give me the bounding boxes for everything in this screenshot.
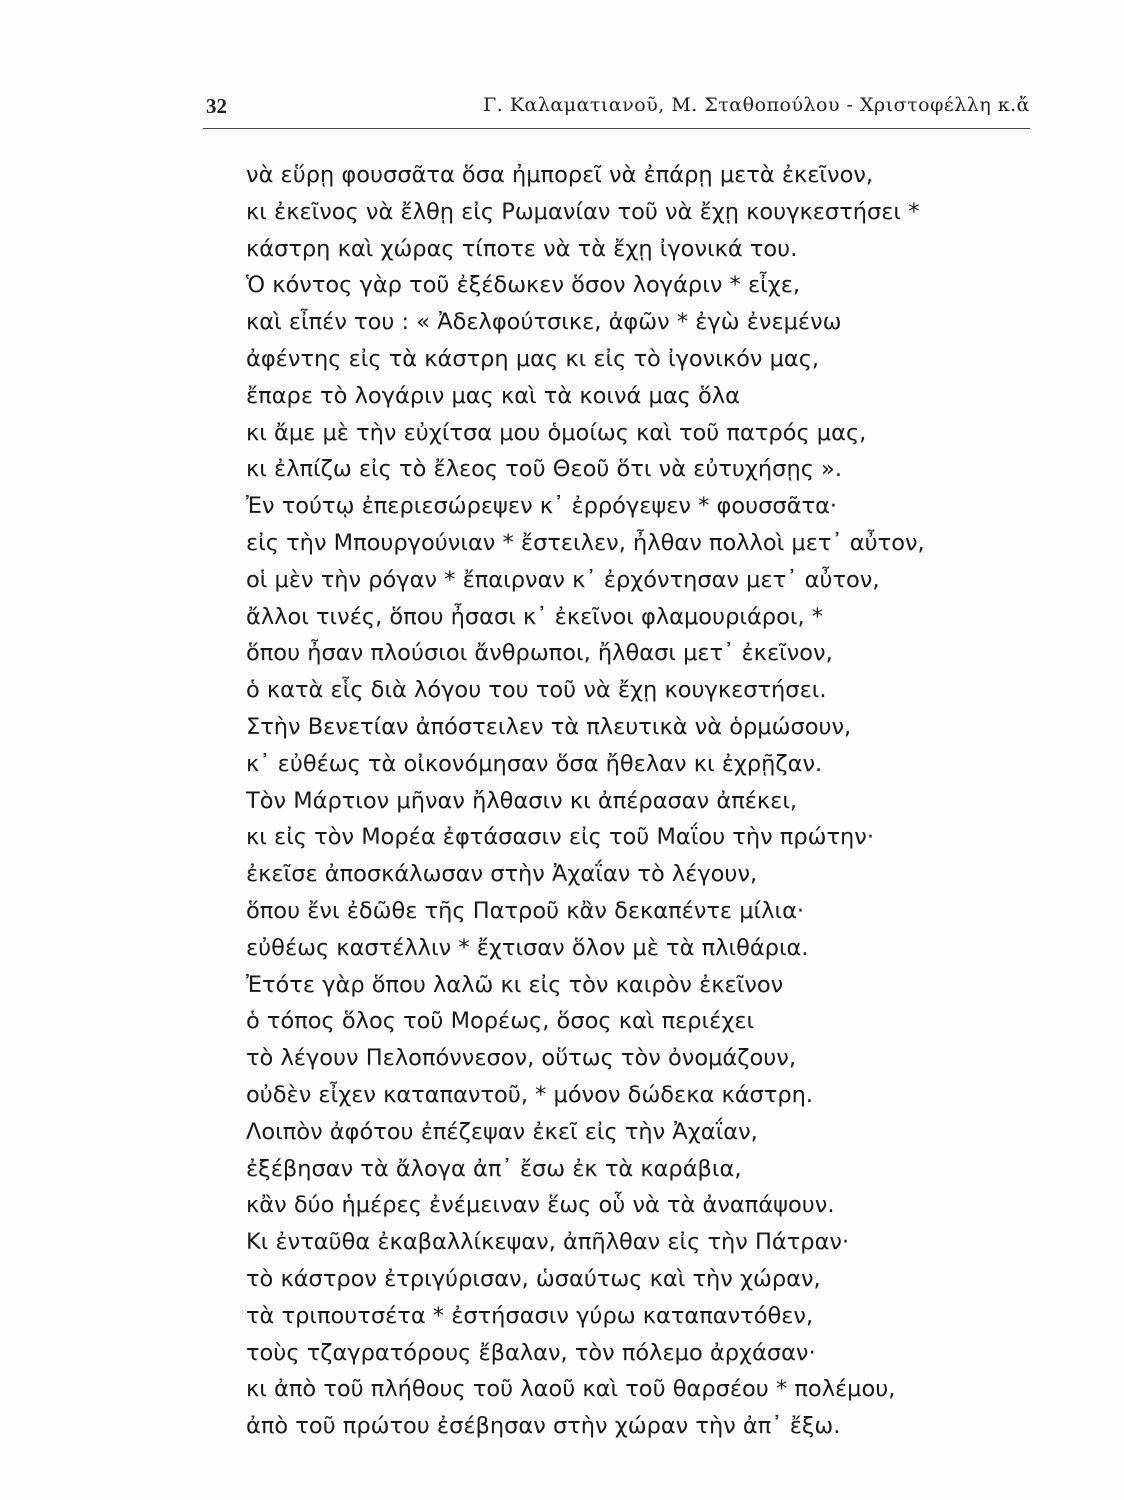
verse-line: κάστρη καὶ χώρας τίποτε νὰ τὰ ἔχῃ ἰγονικά του.	[246, 235, 798, 262]
verse-line: ὁ κατὰ εἷς διὰ λόγου του τοῦ νὰ ἔχῃ κουγκεστήσει.	[246, 677, 827, 704]
verse-line: νὰ εὕρῃ φουσσᾶτα ὅσα ἠμπορεῖ νὰ ἐπάρῃ μετὰ ἐκεῖνον,	[246, 162, 874, 188]
verse-line: ὅπου ἔνι ἐδῶθε τῆς Πατροῦ κἂν δεκαπέντε μίλια·	[246, 897, 805, 924]
verse-line: ὁ τόπος ὅλος τοῦ Μορέως, ὅσος καὶ περιέχει	[246, 1008, 755, 1035]
verse-line: ἔπαρε τὸ λογάριν μας καὶ τὰ κοινά μας ὅλα	[246, 382, 740, 409]
verse-line: τὸ κάστρον ἐτριγύρισαν, ὡσαύτως καὶ τὴν χώραν,	[246, 1265, 821, 1292]
verse-line: τὸ λέγουν Πελοπόννεσον, οὕτως τὸν ὀνομάζουν,	[246, 1045, 796, 1072]
verse-line: ἀφέντης εἰς τὰ κάστρη μας κι εἰς τὸ ἰγονικόν μας,	[246, 345, 820, 372]
verse-line: Ἐτότε γὰρ ὅπου λαλῶ κι εἰς τὸν καιρὸν ἐκεῖνον	[246, 971, 784, 998]
verse-line: Ὁ κόντος γὰρ τοῦ ἐξέδωκεν ὅσον λογάριν * εἶχε,	[246, 272, 801, 299]
verse-line: ἐκεῖσε ἀποσκάλωσαν στὴν Ἀχαΐαν τὸ λέγουν,	[246, 861, 758, 888]
verse-line: Τὸν Μάρτιον μῆναν ἤλθασιν κι ἀπέρασαν ἀπέκει,	[246, 787, 798, 814]
verse-text	[246, 157, 1006, 1445]
running-head	[200, 92, 1030, 128]
verse-line: εἰς τὴν Μπουργούνιαν * ἔστειλεν, ἦλθαν πολλοὶ μετ᾿ αὖτον,	[246, 529, 925, 556]
verse-line: ὅπου ἦσαν πλούσιοι ἄνθρωποι, ἤλθασι μετ᾿ ἐκεῖνον,	[246, 640, 833, 667]
verse-line: οἱ μὲν τὴν ρόγαν * ἔπαιρναν κ᾿ ἐρχόντησαν μετ᾿ αὖτον,	[246, 566, 880, 593]
verse-line: ἀπὸ τοῦ πρώτου ἐσέβησαν στὴν χώραν τὴν ἀπ᾿ ἔξω.	[246, 1413, 841, 1440]
verse-line: καὶ εἶπέν του : « Ἀδελφούτσικε, ἀφῶν * ἐγὼ ἐνεμένω	[246, 309, 842, 336]
verse-line: κι εἰς τὸν Μορέα ἐφτάσασιν εἰς τοῦ Μαΐου τὴν πρώτην·	[246, 824, 875, 851]
verse-line: κι ἐκεῖνος νὰ ἔλθῃ εἰς Ρωμανίαν τοῦ νὰ ἔχῃ κουγκεστήσει *	[246, 198, 920, 225]
verse-line: ἄλλοι τινές, ὅπου ἦσασι κ᾿ ἐκεῖνοι φλαμουριάροι, *	[246, 603, 824, 630]
page-number: 32	[206, 94, 227, 118]
verse-line: ἐξέβησαν τὰ ἄλογα ἀπ᾿ ἔσω ἐκ τὰ καράβια,	[246, 1155, 742, 1182]
verse-line: οὐδὲν εἶχεν καταπαντοῦ, * μόνον δώδεκα κάστρη.	[246, 1081, 814, 1108]
verse-line: εὐθέως καστέλλιν * ἔχτισαν ὅλον μὲ τὰ πλιθάρια.	[246, 934, 809, 961]
verse-line: Λοιπὸν ἀφότου ἐπέζεψαν ἐκεῖ εἰς τὴν Ἀχαΐαν,	[246, 1118, 758, 1145]
verse-line: τὰ τριπουτσέτα * ἐστήσασιν γύρω καταπαντόθεν,	[246, 1302, 814, 1329]
verse-line: Κι ἐνταῦθα ἐκαβαλλίκεψαν, ἀπῆλθαν εἰς τὴν Πάτραν·	[246, 1229, 850, 1256]
header-rule	[203, 128, 1030, 129]
verse-line: κ᾿ εὐθέως τὰ οἰκονόμησαν ὅσα ἤθελαν κι ἐχρῇζαν.	[246, 750, 823, 777]
verse-line: κι ἀπὸ τοῦ πλήθους τοῦ λαοῦ καὶ τοῦ θαρσέου * πολέμου,	[246, 1376, 896, 1403]
verse-line: κι ἄμε μὲ τὴν εὐχίτσα μου ὁμοίως καὶ τοῦ πατρός μας,	[246, 419, 867, 446]
verse-line: Στὴν Βενετίαν ἀπόστειλεν τὰ πλευτικὰ νὰ ὁρμώσουν,	[246, 713, 852, 740]
verse-line: Ἐν τούτῳ ἐπεριεσώρεψεν κ᾿ ἐρρόγεψεν * φουσσᾶτα·	[246, 493, 838, 520]
verse-line: κι ἐλπίζω εἰς τὸ ἔλεος τοῦ Θεοῦ ὅτι νὰ εὐτυχήσῃς ».	[246, 456, 842, 483]
verse-line: τοὺς τζαγρατόρους ἔβαλαν, τὸν πόλεμο ἀρχάσαν·	[246, 1339, 816, 1366]
running-title: Γ. Καλαματιανοῦ, Μ. Σταθοπούλου - Χριστοφέλλη κ.ἄ	[483, 94, 1030, 116]
verse-line: κἂν δύο ἡμέρες ἐνέμειναν ἕως οὗ νὰ τὰ ἀναπάψουν.	[246, 1192, 835, 1219]
